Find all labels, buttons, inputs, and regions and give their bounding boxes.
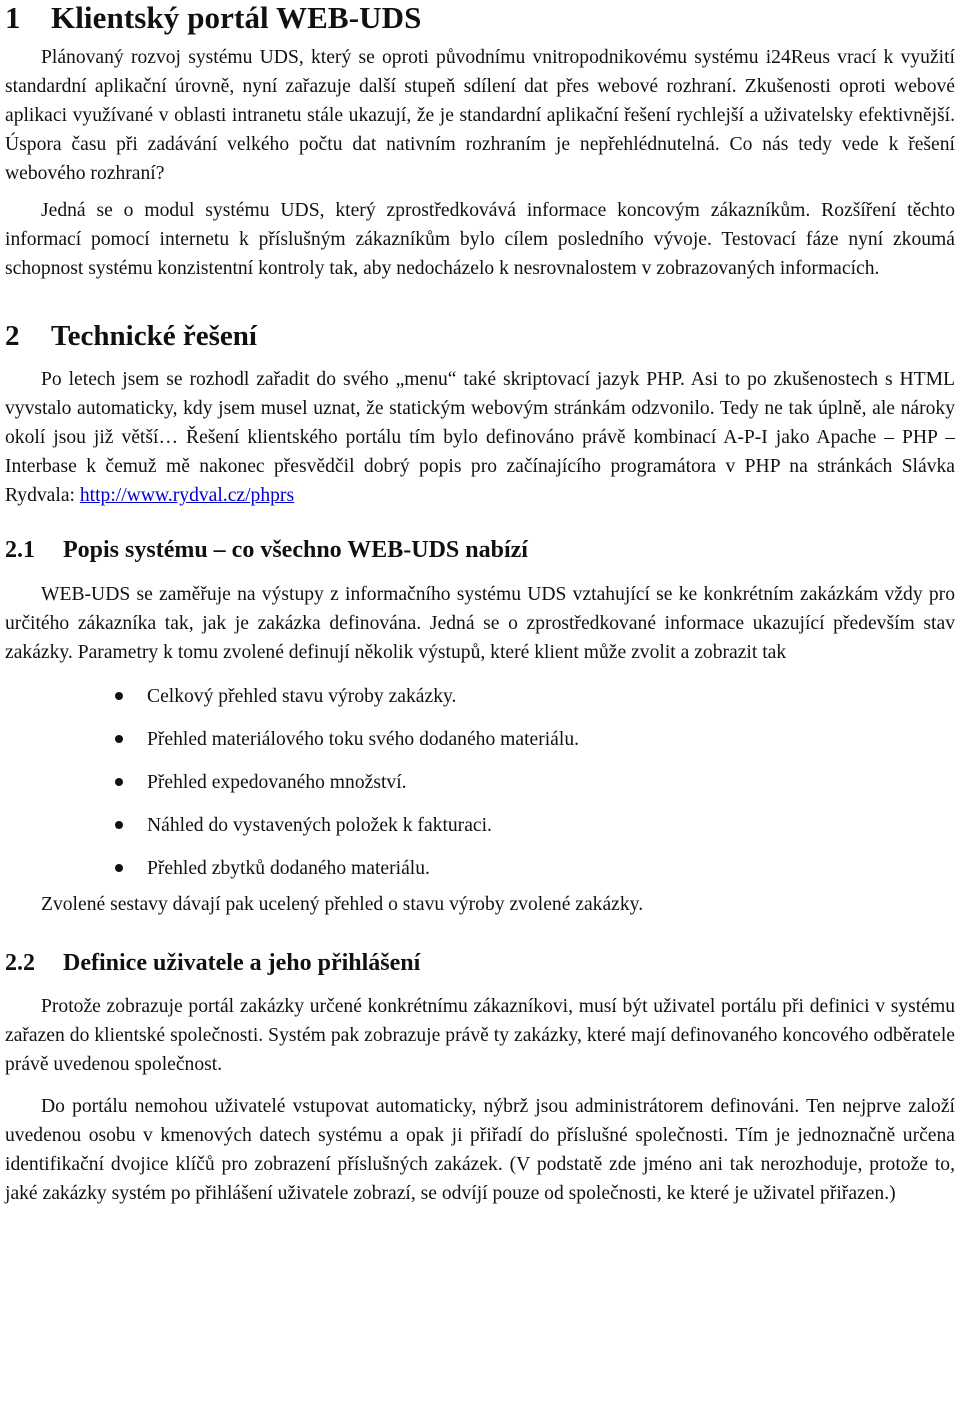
bullet-icon	[115, 778, 123, 786]
section-1-paragraph-1: Plánovaný rozvoj systému UDS, který se oproti původnímu vnitropodnikovému systému i24Reus vrací k využití standardní aplikační úrovně, nyní zařazuje další stupeň sdílení dat přes webové rozhraní. Zkušenosti oproti webové aplikaci využívané v oblasti intranetu stále ukazují, že je standardní aplikační řešení rychlejší a uživatelsky efektivnější. Úspora času při zadávání velkého počtu dat nativním rozhraním je nepřehlédnutelná. Co nás tedy vede k řešení webového rozhraní?	[5, 47, 955, 184]
list-item	[5, 768, 955, 811]
section-2-2-paragraph-1: Protože zobrazuje portál zakázky určené konkrétnímu zákazníkovi, musí být uživatel portálu při definici v systému zařazen do klientské společnosti. Systém pak zobrazuje právě ty zakázky, které mají definovaného koncového odběratele právě uvedenou společnost.	[5, 996, 955, 1075]
section-2-1-heading	[5, 536, 955, 564]
bullet-icon	[115, 821, 123, 829]
list-item-text: Náhled do vystavených položek k fakturaci.	[147, 815, 492, 836]
section-2-1-outro: Zvolené sestavy dávají pak ucelený přehled o stavu výroby zvolené zakázky.	[41, 894, 644, 915]
section-1-paragraph-2: Jedná se o modul systému UDS, který zprostředkovává informace koncovým zákazníkům. Rozšíření těchto informací pomocí internetu k příslušným zákazníkům bylo cílem posledního vývoje. Testovací fáze nyní zkoumá schopnost systému konzistentní kontroly tak, aby nedocházelo k nesrovnalostem v zobrazovaných informacích.	[5, 200, 955, 279]
section-2-1-number: 2.1	[5, 537, 35, 563]
output-options-list	[5, 682, 955, 897]
list-item	[5, 854, 955, 897]
list-item	[5, 811, 955, 854]
section-1-heading	[5, 0, 955, 33]
section-2-2-number: 2.2	[5, 950, 35, 976]
bullet-icon	[115, 692, 123, 700]
list-item-text: Přehled zbytků dodaného materiálu.	[147, 858, 430, 879]
section-1-title: Klientský portál WEB-UDS	[51, 0, 422, 35]
list-item	[5, 682, 955, 725]
section-2-2-heading	[5, 949, 955, 977]
section-2-1-intro: WEB-UDS se zaměřuje na výstupy z informačního systému UDS vztahující se ke konkrétním zakázkám vždy pro určitého zákazníka tak, jak je zakázka definována. Jedná se o zprostředkované informace ukazující především stav zakázky. Parametry k tomu zvolené definují několik výstupů, které klient může zvolit a zobrazit tak	[5, 584, 955, 663]
section-2-title: Technické řešení	[51, 320, 257, 352]
section-1-number: 1	[5, 0, 21, 35]
rydval-phprs-link[interactable]: http://www.rydval.cz/phprs	[79, 485, 295, 506]
section-2-heading	[5, 320, 955, 352]
document-page	[5, 0, 955, 1208]
bullet-icon	[115, 735, 123, 743]
section-2-paragraph-text: Po letech jsem se rozhodl zařadit do svého „menu“ také skriptovací jazyk PHP. Asi to po zkušenostech s HTML vyvstalo automaticky, kdy jsem musel uznat, že statickým webovým stránkám odzvonilo. Tedy ne tak úplně, ale nároky okolí jsou již větší… Řešení klientského portálu tím bylo definováno právě kombinací A-P-I jako Apache – PHP – Interbase k čemuž mě nakonec přesvědčil dobrý popis pro začínajícího programátora v PHP na stránkách Slávka Rydvala:	[5, 369, 955, 506]
section-2-2-paragraph-2: Do portálu nemohou uživatelé vstupovat automaticky, nýbrž jsou administrátorem definováni. Ten nejprve založí uvedenou osobu v kmenových datech systému a opak ji přiřadí do příslušné společnosti. Tím je jednoznačně určena identifikační dvojice klíčů pro zobrazení příslušných zakázek. (V podstatě zde jméno ani tak nerozhoduje, protože to, jaké zakázky systém po přihlášení uživatele zobrazí, se odvíjí pouze od společnosti, ke které je uživatel přiřazen.)	[5, 1096, 955, 1204]
bullet-icon	[115, 864, 123, 872]
list-item-text: Celkový přehled stavu výroby zakázky.	[147, 686, 457, 707]
list-item	[5, 725, 955, 768]
section-2-number: 2	[5, 320, 20, 352]
section-2-2-title: Definice uživatele a jeho přihlášení	[63, 950, 421, 976]
list-item-text: Přehled expedovaného množství.	[147, 772, 407, 793]
section-2-1-title: Popis systému – co všechno WEB-UDS nabízí	[63, 537, 528, 563]
list-item-text: Přehled materiálového toku svého dodaného materiálu.	[147, 729, 580, 750]
section-2-paragraph	[5, 365, 955, 510]
